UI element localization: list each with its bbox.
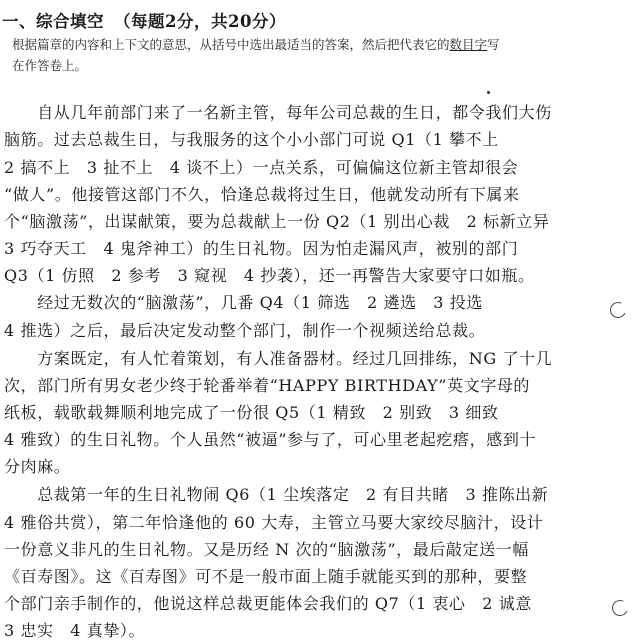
section-heading (2, 8, 286, 32)
instructions (12, 34, 612, 76)
passage-line: 个部门亲手制作的，他说这样总裁更能体会我们的 Q7（1 衷心 2 诚意 (4, 594, 532, 613)
margin-mark (610, 598, 631, 619)
passage-line: 个“脑激荡”，出谋献策，要为总裁献上一份 Q2（1 别出心裁 2 标新立异 (4, 212, 550, 231)
passage-line: 4 推选）之后，最后决定发动整个部门，制作一个视频送给总裁。 (4, 321, 486, 340)
passage-line: 一份意义非凡的生日礼物。又是历经 N 次的“脑激荡”，最后敲定送一幅 (4, 540, 529, 559)
instruction-underlined-term: 数目字 (449, 37, 488, 52)
passage-line: 经过无数次的“脑激荡”，几番 Q4（1 筛选 2 遴选 3 投选 (4, 293, 483, 312)
passage-line: 总裁第一年的生日礼物闹 Q6（1 尘埃落定 2 有目共睹 3 推陈出新 (4, 485, 549, 504)
instruction-line-2: 在作答卷上。 (12, 58, 88, 73)
passage-line: 纸板，载歌载舞顺利地完成了一份很 Q5（1 精致 2 别致 3 细致 (4, 403, 499, 422)
passage-line: 3 忠实 4 真挚）。 (4, 621, 146, 640)
passage-line: 自从几年前部门来了一名新主管，每年公司总裁的生日，都令我们大伤 (4, 103, 552, 122)
passage-line: Q3（1 仿照 2 参考 3 窥视 4 抄袭），还一再警告大家要守口如瓶。 (4, 266, 535, 285)
passage-line: 脑筋。过去总裁生日，与我服务的这个小小部门可说 Q1（1 攀不上 (4, 130, 499, 149)
passage-line: 《百寿图》。这《百寿图》可不是一般市面上随手就能买到的那种，要整 (4, 567, 528, 586)
section-title: 一、综合填空 (2, 12, 104, 31)
passage-line: 方案既定，有人忙着策划，有人准备器材。经过几回排练，NG 了十几 (4, 349, 553, 368)
instruction-text-post: 写 (487, 37, 500, 52)
passage-line: “做人”。他接管这部门不久，恰逢总裁将过生日，他就发动所有下属来 (4, 185, 520, 204)
scan-speck (487, 91, 490, 94)
instruction-text-pre: 根据篇章的内容和上下文的意思，从括号中选出最适当的答案，然后把代表它的 (12, 37, 450, 52)
passage-line: 3 巧夺天工 4 鬼斧神工）的生日礼物。因为怕走漏风声，被别的部门 (4, 239, 519, 258)
section-points: （每题2分，共20分） (114, 12, 286, 31)
margin-mark (608, 300, 629, 321)
passage-line: 分肉麻。 (4, 457, 71, 476)
instruction-line-1 (12, 34, 612, 55)
passage-line: 4 雅俗共赏），第二年恰逢他的 60 大寿，主管立马要大家绞尽脑汁，设计 (4, 513, 544, 532)
passage-line: 2 搞不上 3 扯不上 4 谈不上）一点关系，可偏偏这位新主管却很会 (4, 158, 519, 177)
passage-line: 次，部门所有男女老少终于轮番举着“HAPPY BIRTHDAY”英文字母的 (4, 376, 531, 395)
passage-line: 4 雅致）的生日礼物。个人虽然“被逼”参与了，可心里老起疙瘩，感到十 (4, 430, 537, 449)
